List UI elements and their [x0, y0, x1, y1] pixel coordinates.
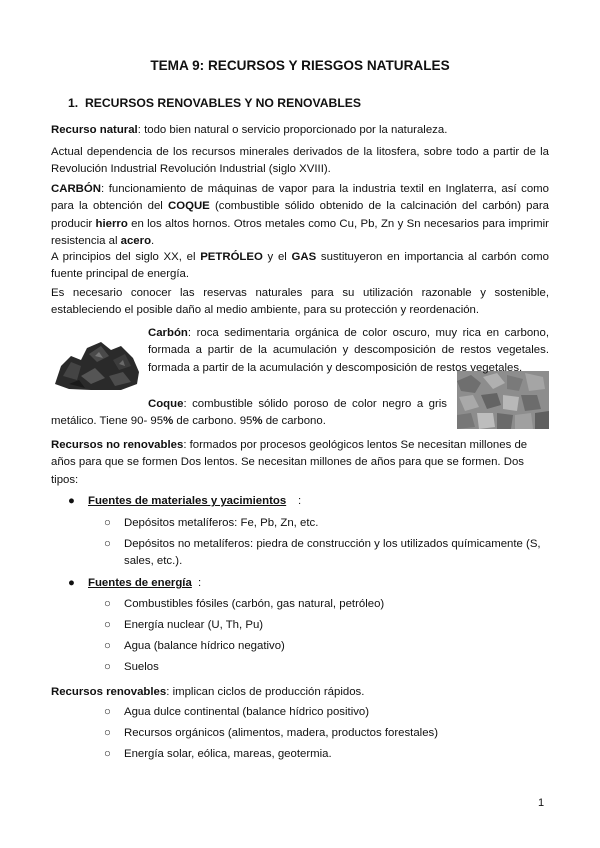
bullet-icon: ●: [68, 495, 75, 507]
text: y el: [262, 251, 292, 263]
circle-bullet-icon: ○: [104, 661, 111, 673]
circle-bullet-icon: ○: [104, 640, 111, 652]
circle-bullet-icon: ○: [104, 517, 111, 529]
list-item-text: Agua dulce continental (balance hídrico positivo): [124, 706, 370, 718]
list-item-text: Depósitos no metalíferos: piedra de construcción y los utilizados químicamente (S, sales, etc.).: [124, 538, 541, 567]
section-heading-text: RECURSOS RENOVABLES Y NO RENOVABLES: [84, 96, 362, 110]
coque-image: [457, 371, 549, 429]
section-number: 1.: [68, 96, 79, 110]
text: en los altos hornos. Otros metales como Cu, Pb, Zn y Sn necesarios para imprimir resistencia al: [51, 217, 549, 248]
definition: : formados por procesos geológicos lentos Se necesitan millones de años para que se formen Dos lentos. Se necesitan millones de años para que se formen. Dos tipos:: [51, 439, 528, 486]
page-title: TEMA 9: RECURSOS Y RIESGOS NATURALES: [150, 58, 450, 73]
paragraph-coque-def: [51, 396, 447, 431]
term-hierro: hierro: [95, 217, 128, 230]
term-acero: acero: [120, 235, 152, 248]
definition: : implican ciclos de producción rápidos.: [166, 686, 365, 698]
term-gas: GAS: [291, 251, 317, 263]
definition: de carbono.: [262, 415, 326, 428]
circle-bullet-icon: ○: [104, 748, 111, 760]
text: sustituyeron en importancia al carbón como fuente principal de energía.: [51, 251, 549, 281]
percent-sign: %: [163, 415, 174, 428]
section-heading: [68, 96, 361, 110]
term-coque: COQUE: [168, 200, 210, 213]
bullet-icon: ●: [68, 577, 75, 589]
circle-bullet-icon: ○: [104, 619, 111, 631]
paragraph-carbon: [51, 181, 549, 251]
list-item-text: Energía solar, eólica, mareas, geotermia.: [124, 748, 332, 760]
definition: : combustible sólido poroso de color negro a gris metálico. Tiene 90- 95: [51, 398, 447, 428]
list-item-text: Recursos orgánicos (alimentos, madera, productos forestales): [124, 727, 439, 739]
term-carbon-def: Carbón: [148, 327, 188, 339]
definition: : todo bien natural o servicio proporcionado por la naturaleza.: [137, 124, 448, 136]
paragraph-petroleo: [51, 249, 549, 284]
list-item-text: Energía nuclear (U, Th, Pu): [124, 619, 264, 631]
term-no-renovables: Recursos no renovables: [51, 439, 184, 451]
text: (combustible sólido obtenido de la calcinación del carbón) para producir: [51, 200, 549, 230]
circle-bullet-icon: ○: [104, 598, 111, 610]
list-item-text: Suelos: [124, 661, 159, 673]
term-carbon: CARBÓN: [51, 183, 101, 195]
term-petroleo: PETRÓLEO: [200, 251, 263, 263]
colon: :: [298, 495, 302, 507]
list-item-text: Combustibles fósiles (carbón, gas natural, petróleo): [124, 598, 385, 610]
coal-image: [51, 326, 143, 392]
definition: de carbono. 95: [173, 415, 253, 428]
list-label: [88, 493, 286, 510]
term-coque-def: Coque: [148, 398, 184, 410]
text: A principios del siglo XX, el: [51, 251, 201, 263]
label-text: Fuentes de materiales y yacimientos: [88, 495, 287, 507]
circle-bullet-icon: ○: [104, 706, 111, 718]
paragraph-reservas: Es necesario conocer las reservas naturales para su utilización razonable y sostenible, estableciendo el posible daño al medio ambiente, para su protección y reordenación.: [51, 287, 549, 317]
circle-bullet-icon: ○: [104, 538, 111, 550]
label-text: Fuentes de energía: [88, 577, 192, 589]
text: : funcionamiento de máquinas de vapor para la industria textil en Inglaterra, así como para la obtención del: [51, 183, 549, 213]
circle-bullet-icon: ○: [104, 727, 111, 739]
paragraph-dependencia: Actual dependencia de los recursos minerales derivados de la litosfera, sobre todo a partir de la Revolución Industrial Revolución Industrial (siglo XVIII).: [51, 146, 549, 176]
list-item-text: Depósitos metalíferos: Fe, Pb, Zn, etc.: [124, 517, 319, 529]
paragraph-recurso-natural: [51, 122, 549, 139]
colon: :: [198, 577, 202, 589]
term: Recurso natural: [51, 124, 138, 136]
list-label: [88, 575, 192, 592]
page-number: 1: [538, 797, 545, 809]
percent-sign: %: [252, 415, 263, 428]
list-item-text: Agua (balance hídrico negativo): [124, 640, 285, 652]
paragraph-renovables: [51, 684, 549, 701]
paragraph-no-renovables: [51, 437, 549, 489]
text: .: [151, 235, 155, 248]
paragraph-carbon-def: [148, 325, 549, 377]
term-renovables: Recursos renovables: [51, 686, 167, 698]
definition: : roca sedimentaria orgánica de color oscuro, muy rica en carbono, formada a partir de la acumulación y descomposición de restos vegetales. formada a partir de la acumulación y descomposición de restos vegetales.: [148, 327, 549, 374]
